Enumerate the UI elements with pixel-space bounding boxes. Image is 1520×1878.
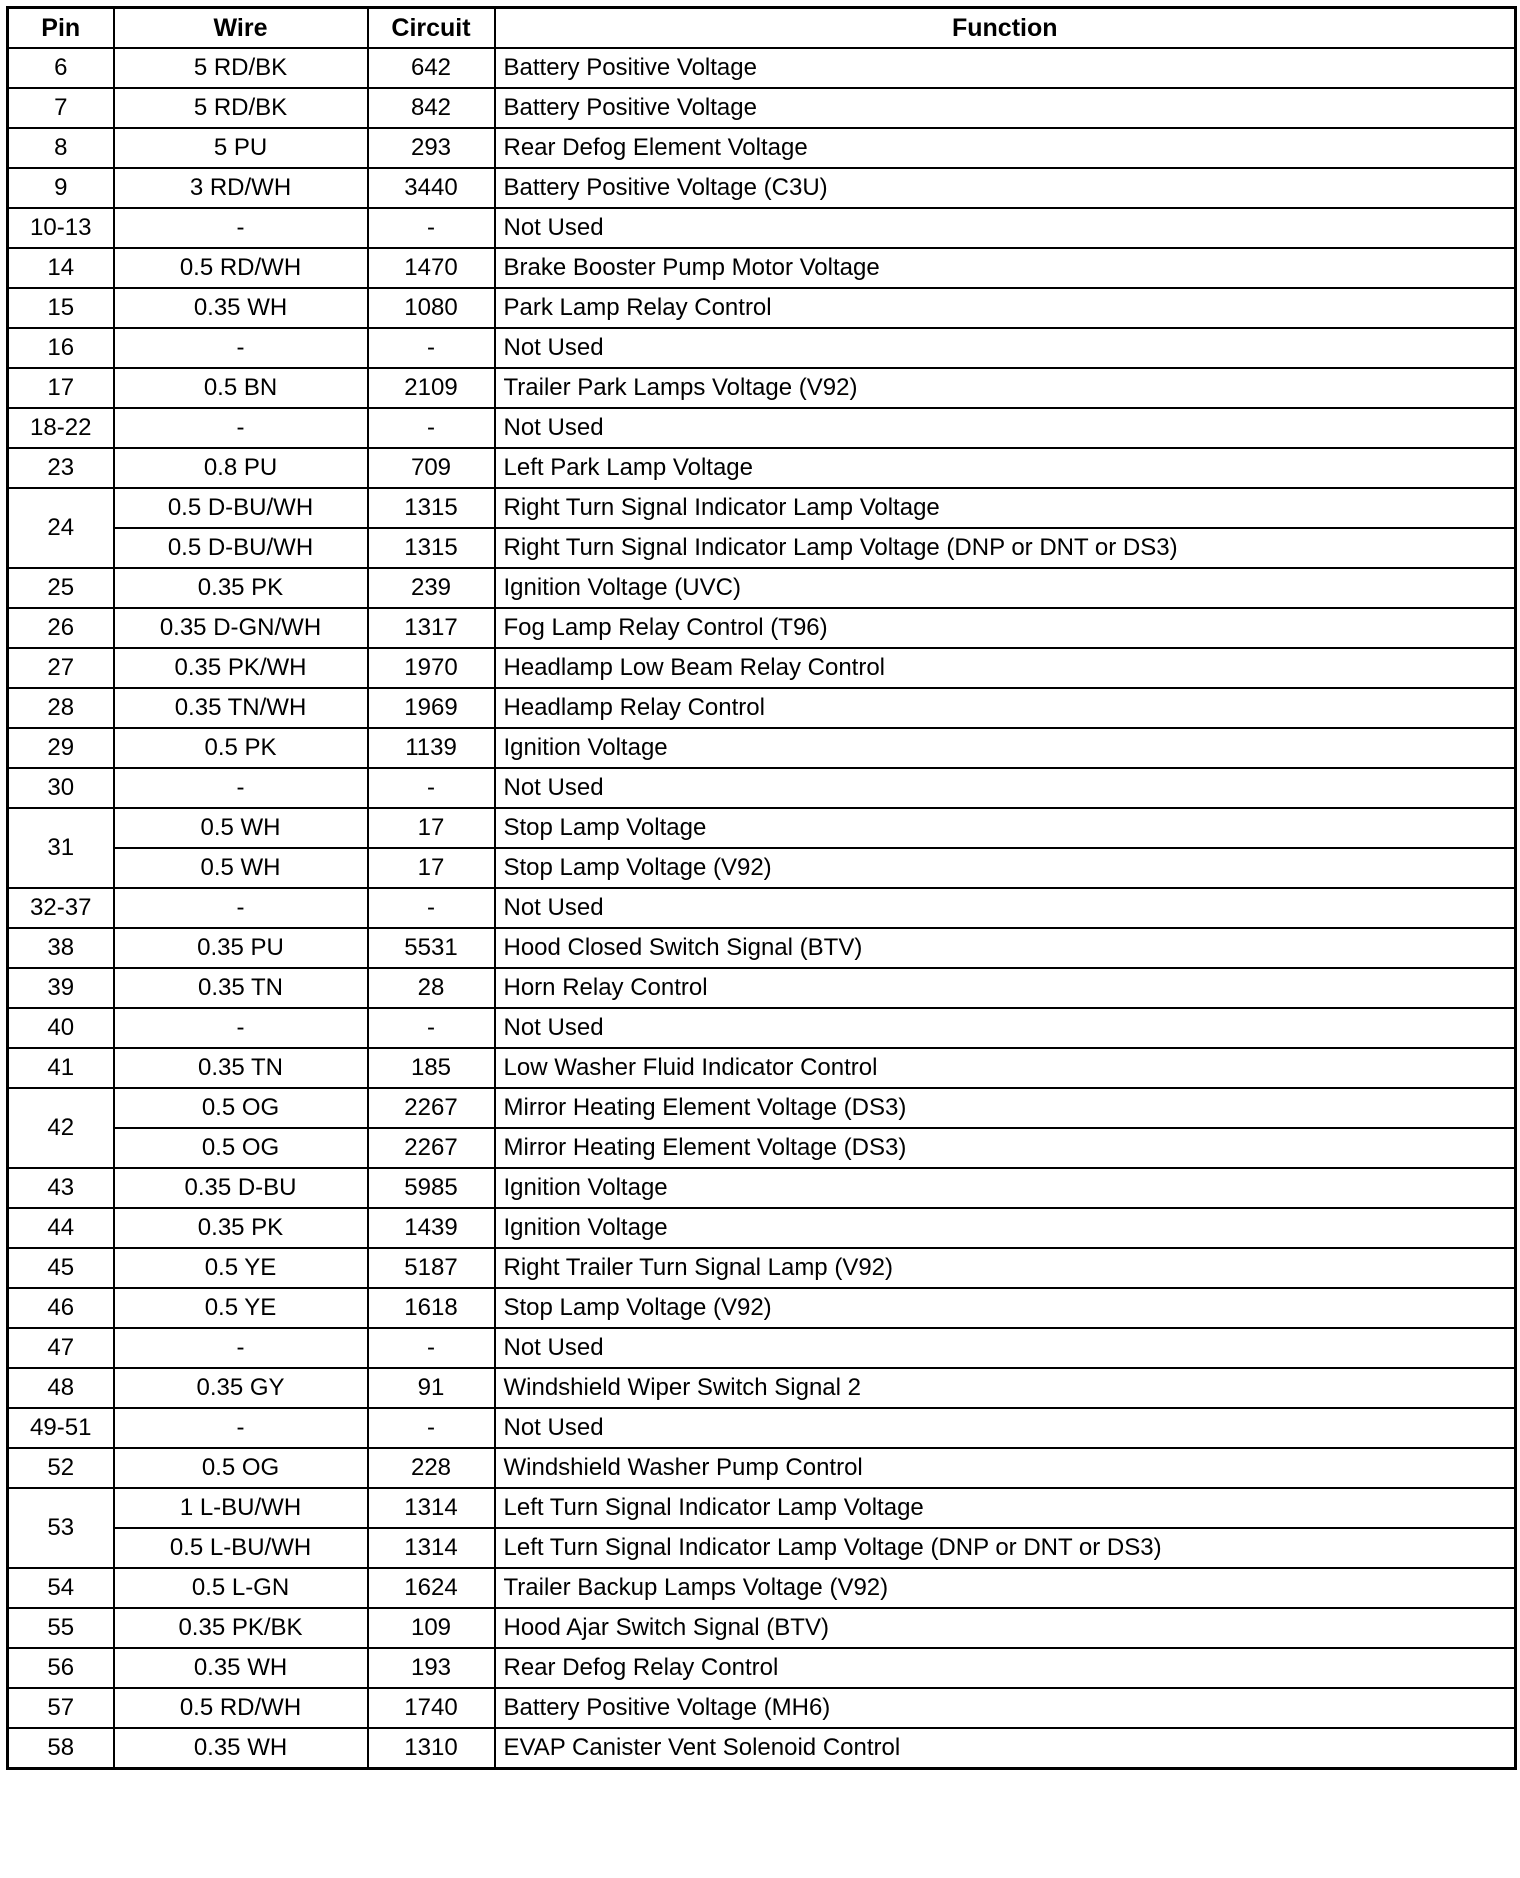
pin-cell: 43 (8, 1168, 114, 1208)
function-cell: Battery Positive Voltage (495, 88, 1516, 128)
function-cell: Windshield Washer Pump Control (495, 1448, 1516, 1488)
circuit-cell: 1969 (368, 688, 495, 728)
pin-cell: 7 (8, 88, 114, 128)
function-cell: Stop Lamp Voltage (495, 808, 1516, 848)
table-row (8, 1208, 1516, 1248)
circuit-cell: 1970 (368, 648, 495, 688)
circuit-cell: 91 (368, 1368, 495, 1408)
wire-cell: 0.5 D-BU/WH (114, 528, 368, 568)
pin-cell: 46 (8, 1288, 114, 1328)
circuit-cell: 1624 (368, 1568, 495, 1608)
pin-cell: 27 (8, 648, 114, 688)
wire-cell: 3 RD/WH (114, 168, 368, 208)
wire-cell: 0.35 PK (114, 1208, 368, 1248)
table-row (8, 1008, 1516, 1048)
pin-cell: 49-51 (8, 1408, 114, 1448)
pin-cell: 48 (8, 1368, 114, 1408)
connector-pinout-sheet (6, 6, 1514, 1872)
pin-cell: 38 (8, 928, 114, 968)
wire-cell: 0.35 TN (114, 1048, 368, 1088)
circuit-cell: 293 (368, 128, 495, 168)
circuit-cell: 1470 (368, 248, 495, 288)
function-cell: Ignition Voltage (495, 1168, 1516, 1208)
table-row (8, 1288, 1516, 1328)
wire-cell: - (114, 1008, 368, 1048)
pin-cell: 52 (8, 1448, 114, 1488)
pin-cell: 55 (8, 1608, 114, 1648)
pin-cell: 8 (8, 128, 114, 168)
wire-cell: 5 PU (114, 128, 368, 168)
header-wire: Wire (114, 8, 368, 49)
wire-cell: 0.5 OG (114, 1088, 368, 1128)
function-cell: Not Used (495, 208, 1516, 248)
function-cell: Right Turn Signal Indicator Lamp Voltage (DNP or DNT or DS3) (495, 528, 1516, 568)
pin-cell: 40 (8, 1008, 114, 1048)
header-row (8, 8, 1516, 49)
wire-cell: 0.8 PU (114, 448, 368, 488)
table-body (8, 48, 1516, 1769)
circuit-cell: 5187 (368, 1248, 495, 1288)
circuit-cell: 1080 (368, 288, 495, 328)
function-cell: Hood Closed Switch Signal (BTV) (495, 928, 1516, 968)
wire-cell: 0.5 L-BU/WH (114, 1528, 368, 1568)
table-row (8, 888, 1516, 928)
header-circuit: Circuit (368, 8, 495, 49)
function-cell: Low Washer Fluid Indicator Control (495, 1048, 1516, 1088)
wire-cell: 0.35 PU (114, 928, 368, 968)
function-cell: Headlamp Relay Control (495, 688, 1516, 728)
circuit-cell: 642 (368, 48, 495, 88)
wire-cell: 0.35 TN/WH (114, 688, 368, 728)
table-row (8, 448, 1516, 488)
function-cell: EVAP Canister Vent Solenoid Control (495, 1728, 1516, 1769)
connector-pinout-table (6, 6, 1517, 1770)
table-row (8, 608, 1516, 648)
wire-cell: 0.5 L-GN (114, 1568, 368, 1608)
pin-cell: 47 (8, 1328, 114, 1368)
pin-cell: 58 (8, 1728, 114, 1769)
wire-cell: 5 RD/BK (114, 48, 368, 88)
table-row (8, 1248, 1516, 1288)
circuit-cell: 1618 (368, 1288, 495, 1328)
function-cell: Park Lamp Relay Control (495, 288, 1516, 328)
circuit-cell: 842 (368, 88, 495, 128)
function-cell: Stop Lamp Voltage (V92) (495, 848, 1516, 888)
circuit-cell: 2267 (368, 1088, 495, 1128)
wire-cell: 0.5 YE (114, 1288, 368, 1328)
wire-cell: - (114, 1408, 368, 1448)
circuit-cell: 239 (368, 568, 495, 608)
pin-cell: 45 (8, 1248, 114, 1288)
wire-cell: 0.5 RD/WH (114, 1688, 368, 1728)
circuit-cell: 1740 (368, 1688, 495, 1728)
table-row (8, 1488, 1516, 1528)
circuit-cell: 1314 (368, 1488, 495, 1528)
function-cell: Not Used (495, 1008, 1516, 1048)
pin-cell: 6 (8, 48, 114, 88)
function-cell: Stop Lamp Voltage (V92) (495, 1288, 1516, 1328)
pin-cell: 26 (8, 608, 114, 648)
table-row (8, 568, 1516, 608)
circuit-cell: - (368, 208, 495, 248)
table-row (8, 288, 1516, 328)
pin-cell: 23 (8, 448, 114, 488)
table-row (8, 1568, 1516, 1608)
table-row (8, 1168, 1516, 1208)
pin-cell: 17 (8, 368, 114, 408)
wire-cell: 0.35 WH (114, 1728, 368, 1769)
function-cell: Hood Ajar Switch Signal (BTV) (495, 1608, 1516, 1648)
wire-cell: 0.5 YE (114, 1248, 368, 1288)
wire-cell: 0.5 OG (114, 1448, 368, 1488)
table-row (8, 168, 1516, 208)
function-cell: Left Turn Signal Indicator Lamp Voltage (DNP or DNT or DS3) (495, 1528, 1516, 1568)
circuit-cell: 5985 (368, 1168, 495, 1208)
function-cell: Battery Positive Voltage (495, 48, 1516, 88)
table-row (8, 928, 1516, 968)
circuit-cell: 1315 (368, 488, 495, 528)
circuit-cell: 2267 (368, 1128, 495, 1168)
table-row (8, 1688, 1516, 1728)
wire-cell: - (114, 768, 368, 808)
pin-cell: 24 (8, 488, 114, 568)
wire-cell: 0.35 D-BU (114, 1168, 368, 1208)
pin-cell: 41 (8, 1048, 114, 1088)
table-row (8, 368, 1516, 408)
pin-cell: 15 (8, 288, 114, 328)
function-cell: Trailer Backup Lamps Voltage (V92) (495, 1568, 1516, 1608)
wire-cell: 0.35 PK/BK (114, 1608, 368, 1648)
function-cell: Not Used (495, 768, 1516, 808)
wire-cell: 0.5 OG (114, 1128, 368, 1168)
pin-cell: 31 (8, 808, 114, 888)
circuit-cell: 17 (368, 808, 495, 848)
pin-cell: 18-22 (8, 408, 114, 448)
pin-cell: 14 (8, 248, 114, 288)
pin-cell: 16 (8, 328, 114, 368)
wire-cell: - (114, 208, 368, 248)
pin-cell: 53 (8, 1488, 114, 1568)
function-cell: Mirror Heating Element Voltage (DS3) (495, 1088, 1516, 1128)
function-cell: Headlamp Low Beam Relay Control (495, 648, 1516, 688)
wire-cell: 0.5 WH (114, 848, 368, 888)
circuit-cell: - (368, 888, 495, 928)
circuit-cell: 1315 (368, 528, 495, 568)
circuit-cell: 1139 (368, 728, 495, 768)
function-cell: Ignition Voltage (UVC) (495, 568, 1516, 608)
wire-cell: 5 RD/BK (114, 88, 368, 128)
function-cell: Not Used (495, 1408, 1516, 1448)
circuit-cell: 109 (368, 1608, 495, 1648)
function-cell: Rear Defog Relay Control (495, 1648, 1516, 1688)
circuit-cell: - (368, 408, 495, 448)
table-row (8, 208, 1516, 248)
circuit-cell: 709 (368, 448, 495, 488)
pin-cell: 39 (8, 968, 114, 1008)
table-row (8, 1648, 1516, 1688)
function-cell: Left Turn Signal Indicator Lamp Voltage (495, 1488, 1516, 1528)
function-cell: Horn Relay Control (495, 968, 1516, 1008)
table-row (8, 528, 1516, 568)
table-row (8, 488, 1516, 528)
table-row (8, 1128, 1516, 1168)
header-function: Function (495, 8, 1516, 49)
table-row (8, 128, 1516, 168)
circuit-cell: - (368, 1328, 495, 1368)
table-row (8, 1368, 1516, 1408)
table-row (8, 1728, 1516, 1769)
function-cell: Not Used (495, 328, 1516, 368)
function-cell: Fog Lamp Relay Control (T96) (495, 608, 1516, 648)
table-row (8, 1048, 1516, 1088)
table-row (8, 1528, 1516, 1568)
pin-cell: 9 (8, 168, 114, 208)
wire-cell: - (114, 1328, 368, 1368)
pin-cell: 44 (8, 1208, 114, 1248)
table-row (8, 808, 1516, 848)
table-row (8, 1448, 1516, 1488)
wire-cell: 0.35 PK/WH (114, 648, 368, 688)
circuit-cell: 17 (368, 848, 495, 888)
pin-cell: 42 (8, 1088, 114, 1168)
table-row (8, 328, 1516, 368)
wire-cell: 0.5 PK (114, 728, 368, 768)
wire-cell: 1 L-BU/WH (114, 1488, 368, 1528)
function-cell: Not Used (495, 408, 1516, 448)
table-row (8, 88, 1516, 128)
circuit-cell: 28 (368, 968, 495, 1008)
table-row (8, 48, 1516, 88)
circuit-cell: 185 (368, 1048, 495, 1088)
table-row (8, 1328, 1516, 1368)
wire-cell: - (114, 408, 368, 448)
circuit-cell: 2109 (368, 368, 495, 408)
table-row (8, 408, 1516, 448)
circuit-cell: 193 (368, 1648, 495, 1688)
table-row (8, 1608, 1516, 1648)
function-cell: Left Park Lamp Voltage (495, 448, 1516, 488)
pin-cell: 30 (8, 768, 114, 808)
function-cell: Trailer Park Lamps Voltage (V92) (495, 368, 1516, 408)
function-cell: Battery Positive Voltage (MH6) (495, 1688, 1516, 1728)
circuit-cell: 1317 (368, 608, 495, 648)
table-row (8, 728, 1516, 768)
pin-cell: 56 (8, 1648, 114, 1688)
function-cell: Right Turn Signal Indicator Lamp Voltage (495, 488, 1516, 528)
wire-cell: - (114, 888, 368, 928)
function-cell: Ignition Voltage (495, 728, 1516, 768)
wire-cell: 0.35 GY (114, 1368, 368, 1408)
pin-cell: 28 (8, 688, 114, 728)
wire-cell: 0.35 D-GN/WH (114, 608, 368, 648)
circuit-cell: - (368, 328, 495, 368)
circuit-cell: 228 (368, 1448, 495, 1488)
table-row (8, 768, 1516, 808)
wire-cell: 0.35 PK (114, 568, 368, 608)
table-row (8, 968, 1516, 1008)
table-row (8, 648, 1516, 688)
function-cell: Right Trailer Turn Signal Lamp (V92) (495, 1248, 1516, 1288)
wire-cell: 0.5 WH (114, 808, 368, 848)
circuit-cell: - (368, 1408, 495, 1448)
function-cell: Not Used (495, 1328, 1516, 1368)
pin-cell: 10-13 (8, 208, 114, 248)
function-cell: Ignition Voltage (495, 1208, 1516, 1248)
table-row (8, 248, 1516, 288)
pin-cell: 57 (8, 1688, 114, 1728)
function-cell: Mirror Heating Element Voltage (DS3) (495, 1128, 1516, 1168)
function-cell: Not Used (495, 888, 1516, 928)
pin-cell: 29 (8, 728, 114, 768)
function-cell: Brake Booster Pump Motor Voltage (495, 248, 1516, 288)
function-cell: Windshield Wiper Switch Signal 2 (495, 1368, 1516, 1408)
circuit-cell: 5531 (368, 928, 495, 968)
circuit-cell: - (368, 1008, 495, 1048)
wire-cell: 0.5 BN (114, 368, 368, 408)
wire-cell: 0.5 D-BU/WH (114, 488, 368, 528)
pin-cell: 54 (8, 1568, 114, 1608)
header-pin: Pin (8, 8, 114, 49)
pin-cell: 32-37 (8, 888, 114, 928)
wire-cell: 0.5 RD/WH (114, 248, 368, 288)
table-row (8, 1088, 1516, 1128)
function-cell: Battery Positive Voltage (C3U) (495, 168, 1516, 208)
table-row (8, 1408, 1516, 1448)
wire-cell: 0.35 WH (114, 1648, 368, 1688)
table-row (8, 688, 1516, 728)
table-header (8, 8, 1516, 49)
circuit-cell: 1314 (368, 1528, 495, 1568)
pin-cell: 25 (8, 568, 114, 608)
circuit-cell: - (368, 768, 495, 808)
wire-cell: 0.35 TN (114, 968, 368, 1008)
wire-cell: 0.35 WH (114, 288, 368, 328)
wire-cell: - (114, 328, 368, 368)
function-cell: Rear Defog Element Voltage (495, 128, 1516, 168)
table-row (8, 848, 1516, 888)
circuit-cell: 3440 (368, 168, 495, 208)
circuit-cell: 1310 (368, 1728, 495, 1769)
circuit-cell: 1439 (368, 1208, 495, 1248)
